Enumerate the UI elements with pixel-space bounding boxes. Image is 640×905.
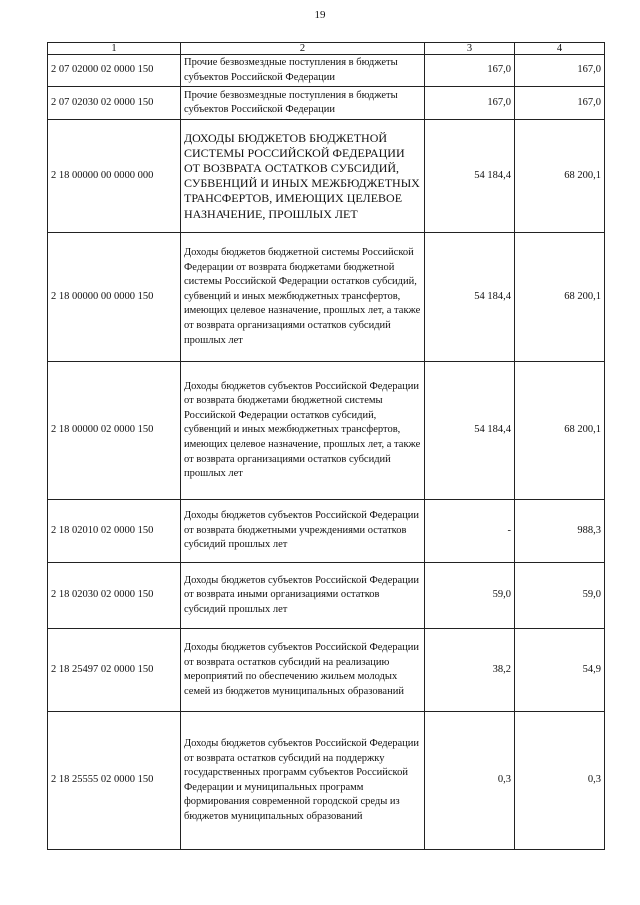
row-value-1: - [425, 500, 515, 563]
row-code: 2 18 00000 00 0000 150 [48, 233, 181, 362]
row-value-1: 167,0 [425, 55, 515, 87]
row-code: 2 07 02000 02 0000 150 [48, 55, 181, 87]
table-row [48, 629, 605, 712]
header-col-2: 2 [181, 43, 425, 55]
row-code: 2 18 02030 02 0000 150 [48, 563, 181, 629]
row-name: Прочие безвозмездные поступления в бюджеты субъектов Российской Федерации [181, 55, 425, 87]
table-header-row [48, 43, 605, 55]
table-row [48, 120, 605, 233]
row-value-1: 54 184,4 [425, 362, 515, 500]
table-row [48, 712, 605, 850]
row-name: Доходы бюджетов бюджетной системы Российской Федерации от возврата бюджетами бюджетной системы Российской Федерации остатков субсидий, субвенций и иных межбюджетных трансфертов, имеющих целевое назначение, прошлых лет, а также от возврата организациями остатков субсидий прошлых лет [181, 233, 425, 362]
row-value-2: 0,3 [515, 712, 605, 850]
row-value-1: 54 184,4 [425, 120, 515, 233]
row-value-1: 54 184,4 [425, 233, 515, 362]
row-name: Доходы бюджетов субъектов Российской Федерации от возврата остатков субсидий на поддержку государственных программ субъектов Российской Федерации и муниципальных программ формирования современной городской среды из бюджетов муниципальных образований [181, 712, 425, 850]
row-code: 2 18 25497 02 0000 150 [48, 629, 181, 712]
row-value-2: 68 200,1 [515, 233, 605, 362]
table-row [48, 87, 605, 120]
row-name: Доходы бюджетов субъектов Российской Федерации от возврата бюджетами бюджетной системы Российской Федерации остатков субсидий, субвенций и иных межбюджетных трансфертов, имеющих целевое назначение, прошлых лет, а также от возврата организациями остатков субсидий прошлых лет [181, 362, 425, 500]
row-value-2: 167,0 [515, 87, 605, 120]
row-value-2: 59,0 [515, 563, 605, 629]
row-value-2: 68 200,1 [515, 120, 605, 233]
table-row [48, 362, 605, 500]
row-value-2: 988,3 [515, 500, 605, 563]
table-row [48, 500, 605, 563]
row-name: Прочие безвозмездные поступления в бюджеты субъектов Российской Федерации [181, 87, 425, 120]
row-name: ДОХОДЫ БЮДЖЕТОВ БЮДЖЕТНОЙ СИСТЕМЫ РОССИЙСКОЙ ФЕДЕРАЦИИ ОТ ВОЗВРАТА ОСТАТКОВ СУБСИДИЙ, СУБВЕНЦИЙ И ИНЫХ МЕЖБЮДЖЕТНЫХ ТРАНСФЕРТОВ, ИМЕЮЩИХ ЦЕЛЕВОЕ НАЗНАЧЕНИЕ, ПРОШЛЫХ ЛЕТ [181, 120, 425, 233]
header-col-4: 4 [515, 43, 605, 55]
row-value-1: 59,0 [425, 563, 515, 629]
row-code: 2 18 00000 02 0000 150 [48, 362, 181, 500]
header-col-3: 3 [425, 43, 515, 55]
row-value-2: 167,0 [515, 55, 605, 87]
row-code: 2 18 25555 02 0000 150 [48, 712, 181, 850]
table-row [48, 55, 605, 87]
row-name: Доходы бюджетов субъектов Российской Федерации от возврата бюджетными учреждениями остатков субсидий прошлых лет [181, 500, 425, 563]
page-number: 19 [314, 9, 326, 21]
row-value-1: 0,3 [425, 712, 515, 850]
row-code: 2 18 00000 00 0000 000 [48, 120, 181, 233]
row-name: Доходы бюджетов субъектов Российской Федерации от возврата остатков субсидий на реализацию мероприятий по обеспечению жильем молодых семей из бюджетов муниципальных образований [181, 629, 425, 712]
table-row [48, 563, 605, 629]
revenue-table [47, 42, 605, 850]
header-col-1: 1 [48, 43, 181, 55]
row-code: 2 07 02030 02 0000 150 [48, 87, 181, 120]
row-code: 2 18 02010 02 0000 150 [48, 500, 181, 563]
row-value-1: 167,0 [425, 87, 515, 120]
row-value-1: 38,2 [425, 629, 515, 712]
table-row [48, 233, 605, 362]
row-value-2: 54,9 [515, 629, 605, 712]
row-value-2: 68 200,1 [515, 362, 605, 500]
row-name: Доходы бюджетов субъектов Российской Федерации от возврата иными организациями остатков субсидий прошлых лет [181, 563, 425, 629]
